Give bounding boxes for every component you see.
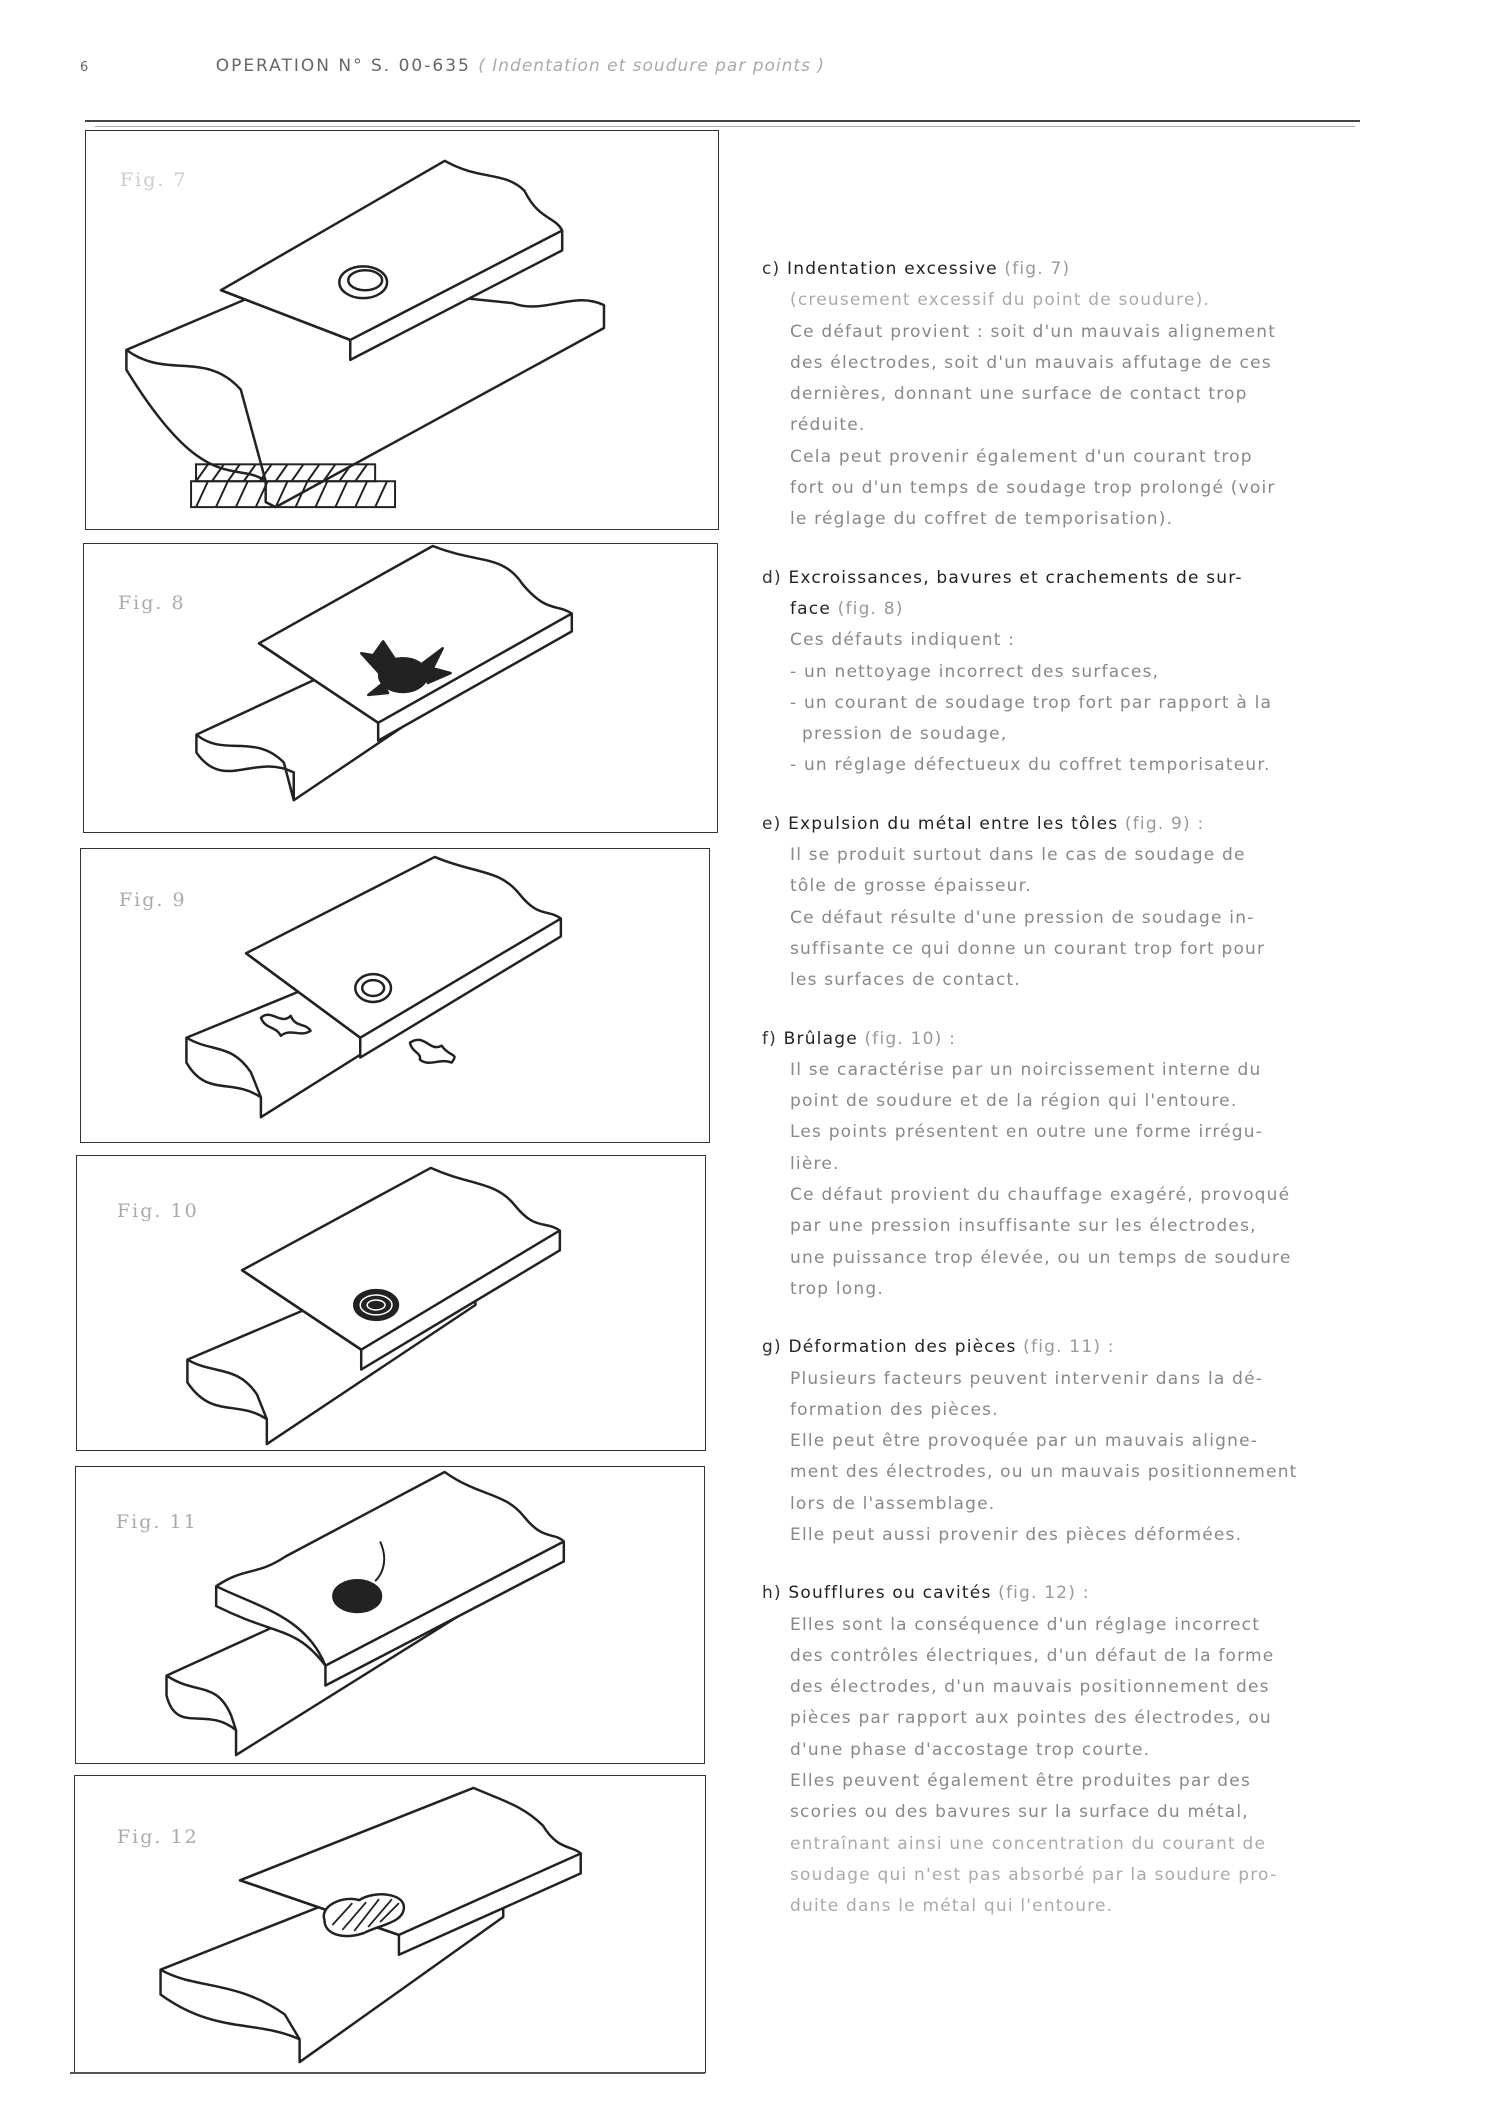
figure-12 xyxy=(74,1775,706,2073)
bottom-rule xyxy=(70,2072,705,2074)
section-c: c) Indentation excessive (fig. 7) (creusement excessif du point de soudure). Ce défaut provient : soit d'un mauvais alignement des électrodes, soit d'un mauvais affutage de ces dernières, donnant une surface de contact trop réduite. Cela peut provenir également d'un courant trop fort ou d'un temps de soudage trop prolongé (voir le réglage du coffret de temporisation). xyxy=(762,254,1362,536)
figure-12-drawing xyxy=(75,1776,705,2072)
figure-10-label: Fig. 10 xyxy=(117,1200,199,1222)
figure-10 xyxy=(76,1155,706,1451)
figure-7 xyxy=(85,130,719,530)
figure-8-drawing xyxy=(84,544,717,832)
section-h-heading: h) Soufflures ou cavités (fig. 12) : xyxy=(762,1583,1090,1604)
section-e-heading: e) Expulsion du métal entre les tôles (fig. 9) : xyxy=(762,813,1205,834)
figure-9 xyxy=(80,848,710,1143)
header-rule xyxy=(85,120,1360,122)
defects-text xyxy=(762,254,1362,1950)
header-rule-secondary xyxy=(95,126,1355,127)
section-g-heading: g) Déformation des pièces (fig. 11) : xyxy=(762,1337,1115,1358)
operation-subtitle: ( Indentation et soudure par points ) xyxy=(478,56,825,76)
figure-10-drawing xyxy=(77,1156,705,1450)
section-d: d) Excroissances, bavures et crachements de sur- face (fig. 8) Ces défauts indiquent : - un nettoyage incorrect des surfaces, - un courant de soudage trop fort par rapport à la pression de soudage, - un réglage défectueux du coffret temporisateur. xyxy=(762,563,1362,782)
operation-title: OPERATION N° S. 00-635 xyxy=(215,56,471,76)
section-d-heading: d) Excroissances, bavures et crachements de sur- xyxy=(762,567,1243,588)
page-number: 6 xyxy=(80,60,91,75)
figure-7-label: Fig. 7 xyxy=(120,169,188,191)
figure-11 xyxy=(75,1466,705,1764)
figure-8 xyxy=(83,543,718,833)
section-e: e) Expulsion du métal entre les tôles (fig. 9) : Il se produit surtout dans le cas de soudage de tôle de grosse épaisseur. Ce défaut résulte d'une pression de soudage in- suffisante ce qui donne un courant trop fort pour les surfaces de contact. xyxy=(762,809,1362,997)
figure-9-label: Fig. 9 xyxy=(119,889,187,911)
figure-11-label: Fig. 11 xyxy=(116,1511,198,1533)
figure-12-label: Fig. 12 xyxy=(117,1826,199,1848)
section-c-heading: c) Indentation excessive (fig. 7) xyxy=(762,259,1071,279)
figure-8-label: Fig. 8 xyxy=(118,592,186,614)
figure-11-drawing xyxy=(76,1467,704,1763)
section-g: g) Déformation des pièces (fig. 11) : Plusieurs facteurs peuvent intervenir dans la dé- formation des pièces. Elle peut être provoquée par un mauvais aligne- ment des électrodes, ou un mauvais positionnement lors de l'assemblage. Elle peut aussi provenir des pièces déformées. xyxy=(762,1332,1362,1551)
figure-9-drawing xyxy=(81,849,709,1142)
page-header xyxy=(80,56,825,76)
figure-7-drawing xyxy=(86,131,718,529)
section-f: f) Brûlage (fig. 10) : Il se caractérise par un noircissement interne du point de soudure et de la région qui l'entoure. Les points présentent en outre une forme irrégu- lière. Ce défaut provient du chauffage exagéré, provoqué par une pression insuffisante sur les électrodes, une puissance trop élevée, ou un temps de soudure trop long. xyxy=(762,1024,1362,1306)
section-f-heading: f) Brûlage (fig. 10) : xyxy=(762,1028,957,1049)
section-h: h) Soufflures ou cavités (fig. 12) : Elles sont la conséquence d'un réglage incorrect des contrôles électriques, d'un défaut de la forme des électrodes, d'un mauvais positionnement des pièces par rapport aux pointes des électrodes, ou d'une phase d'accostage trop courte. Elles peuvent également être produites par des scories ou des bavures sur la surface du métal, entraînant ainsi une concentration du courant de soudage qui n'est pas absorbé par la soudure pro- duite dans le métal qui l'entoure. xyxy=(762,1578,1362,1922)
